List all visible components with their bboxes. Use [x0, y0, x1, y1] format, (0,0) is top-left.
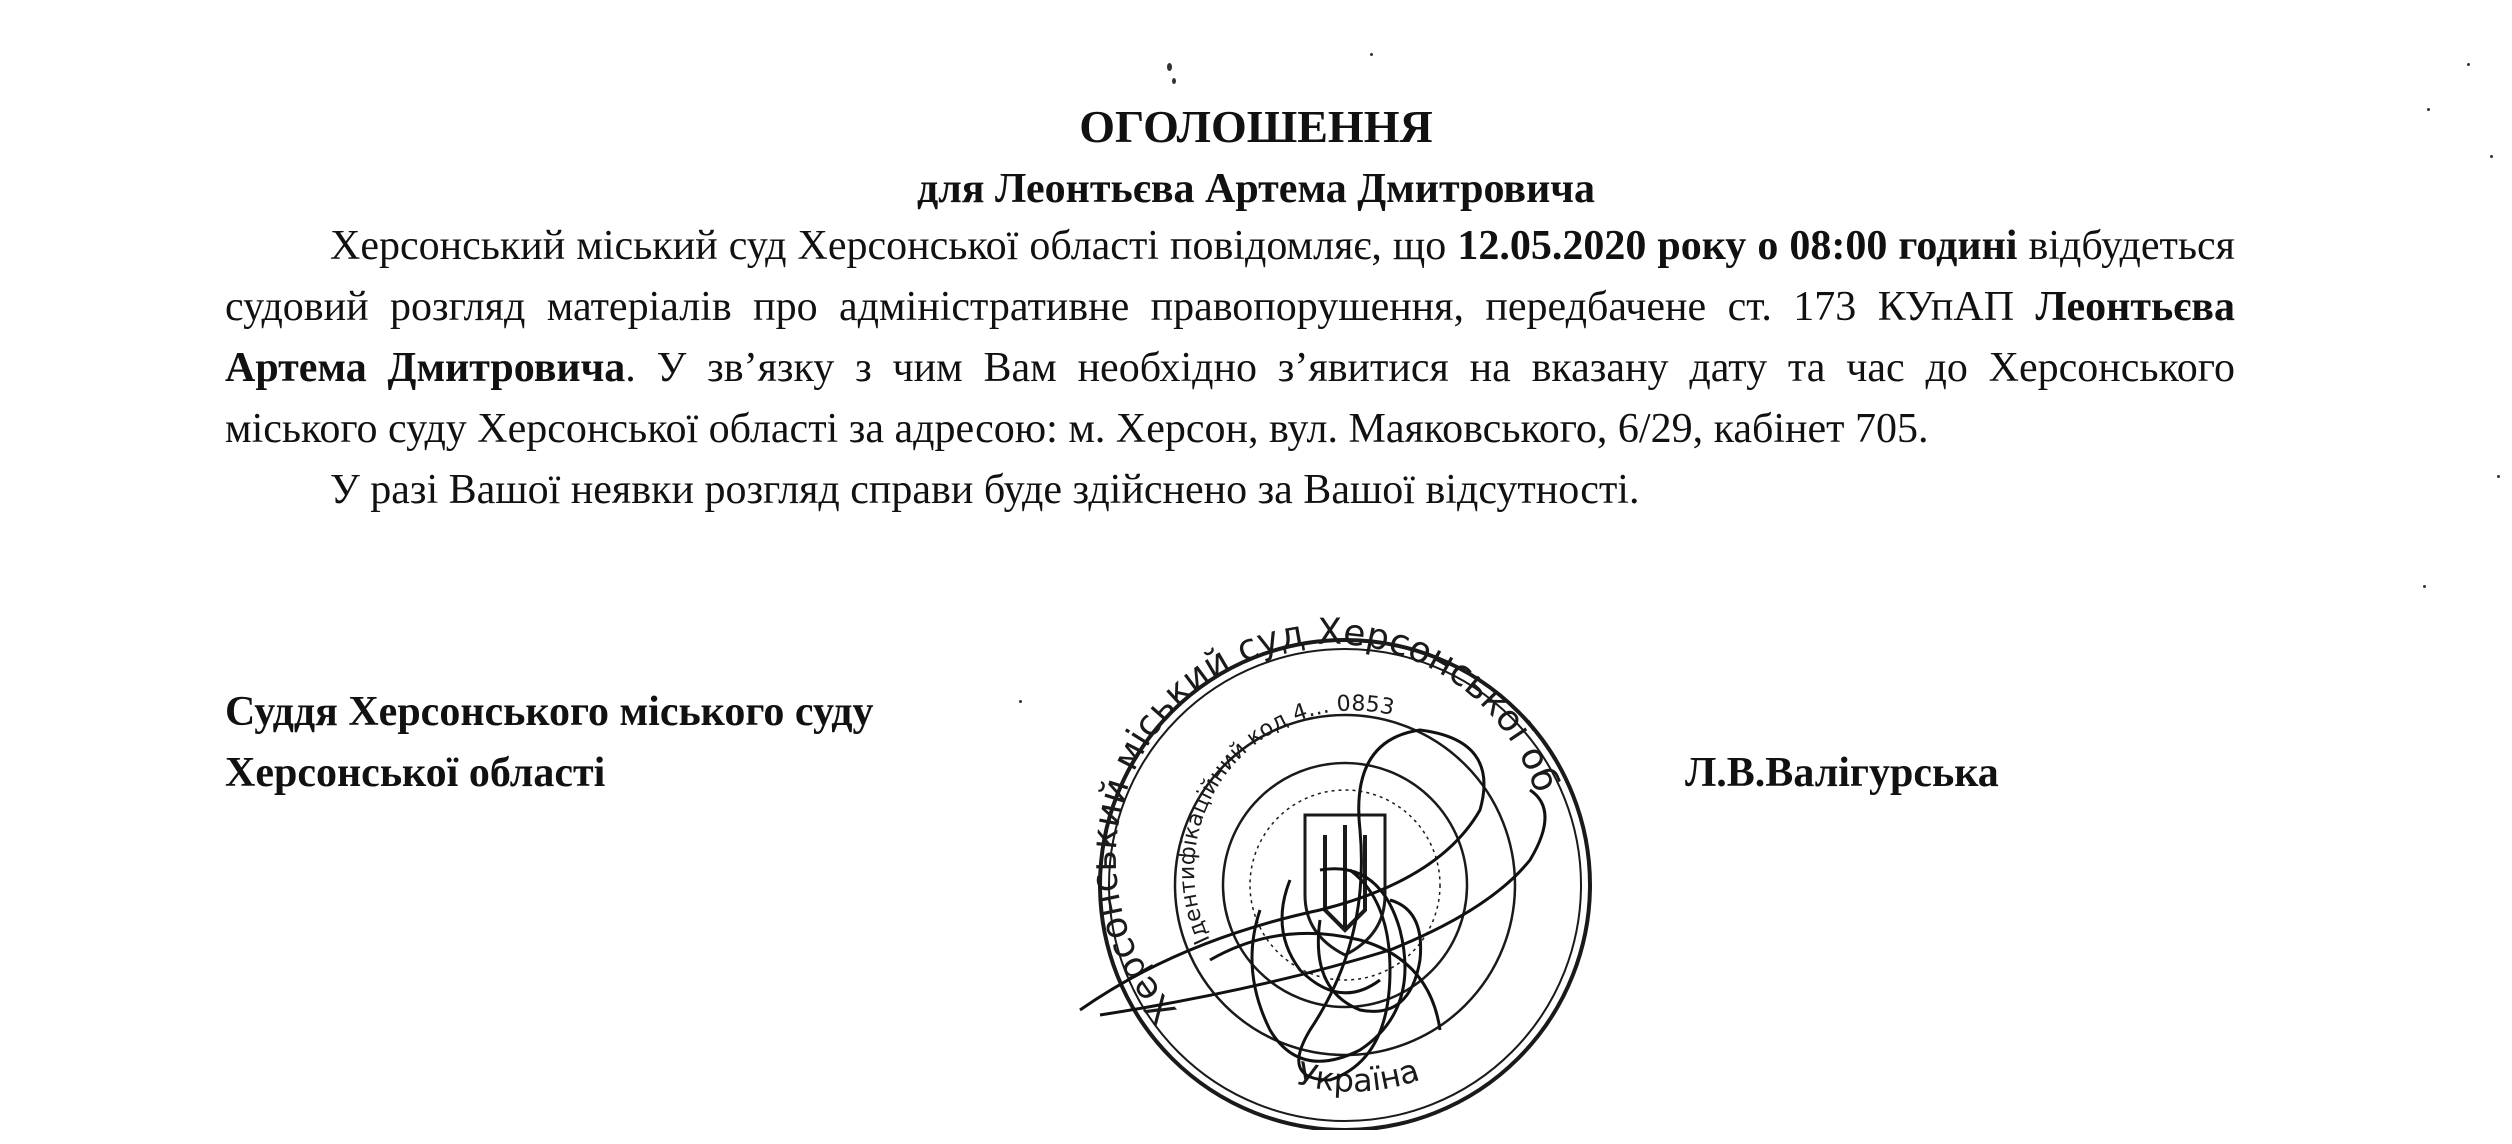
scan-speck [2490, 155, 2493, 158]
svg-text:Україна [1293, 1051, 1423, 1100]
announcement-paragraph-1 [225, 216, 2235, 460]
announcement-title: ОГОЛОШЕННЯ [1079, 101, 1433, 152]
judge-position [225, 682, 874, 804]
seal-bottom-text: Україна [1293, 1050, 1424, 1100]
judge-position-line-2: Херсонської області [225, 750, 606, 796]
scan-speck [2467, 63, 2470, 66]
judge-position-line-1: Суддя Херсонського міського суду [225, 689, 874, 735]
scan-speck [1370, 53, 1373, 56]
paragraph-1-text-a: Херсонський міський суд Херсонської області повідомляє, що [330, 223, 1458, 269]
hearing-datetime: 12.05.2020 року о 08:00 годині [1457, 223, 2018, 269]
handwritten-signature [1080, 730, 1545, 1080]
court-seal-stamp [1060, 610, 1620, 1130]
scan-speck [2497, 475, 2500, 478]
scan-speck [1172, 78, 1176, 84]
paragraph-1-text-c: . У зв’язку з чим Вам необхідно з’явитися на вказану дату та час до Херсонського міського суду Херсонської області за адресою: м. Херсон, вул. Маяковського, 6/29, кабінет 705. [225, 345, 2235, 452]
announcement-body [225, 216, 2235, 521]
judge-name: Л.В.Валігурська [1685, 750, 1999, 796]
scan-speck [1019, 700, 1022, 703]
announcement-subtitle: для Леонтьєва Артема Дмитровича [916, 166, 1595, 212]
paragraph-1-text-b: відбудеться судовий розгляд матеріалів про адміністративне правопорушення, передбачене ст. 173 КУпАП [225, 223, 2235, 330]
scan-speck [2423, 585, 2426, 588]
person-name: Леонтьєва Артема Дмитровича [225, 284, 2235, 391]
scan-speck [2427, 108, 2430, 111]
seal-inner-text: Ідентифікаційний код 4… 0853 [1174, 691, 1397, 948]
seal-outer-text: Херсонський міський суд Херсонської об [1083, 611, 1567, 1032]
scan-speck [1167, 63, 1172, 71]
announcement-paragraph-2: У разі Вашої неявки розгляд справи буде здійснено за Вашої відсутності. [330, 467, 1640, 513]
